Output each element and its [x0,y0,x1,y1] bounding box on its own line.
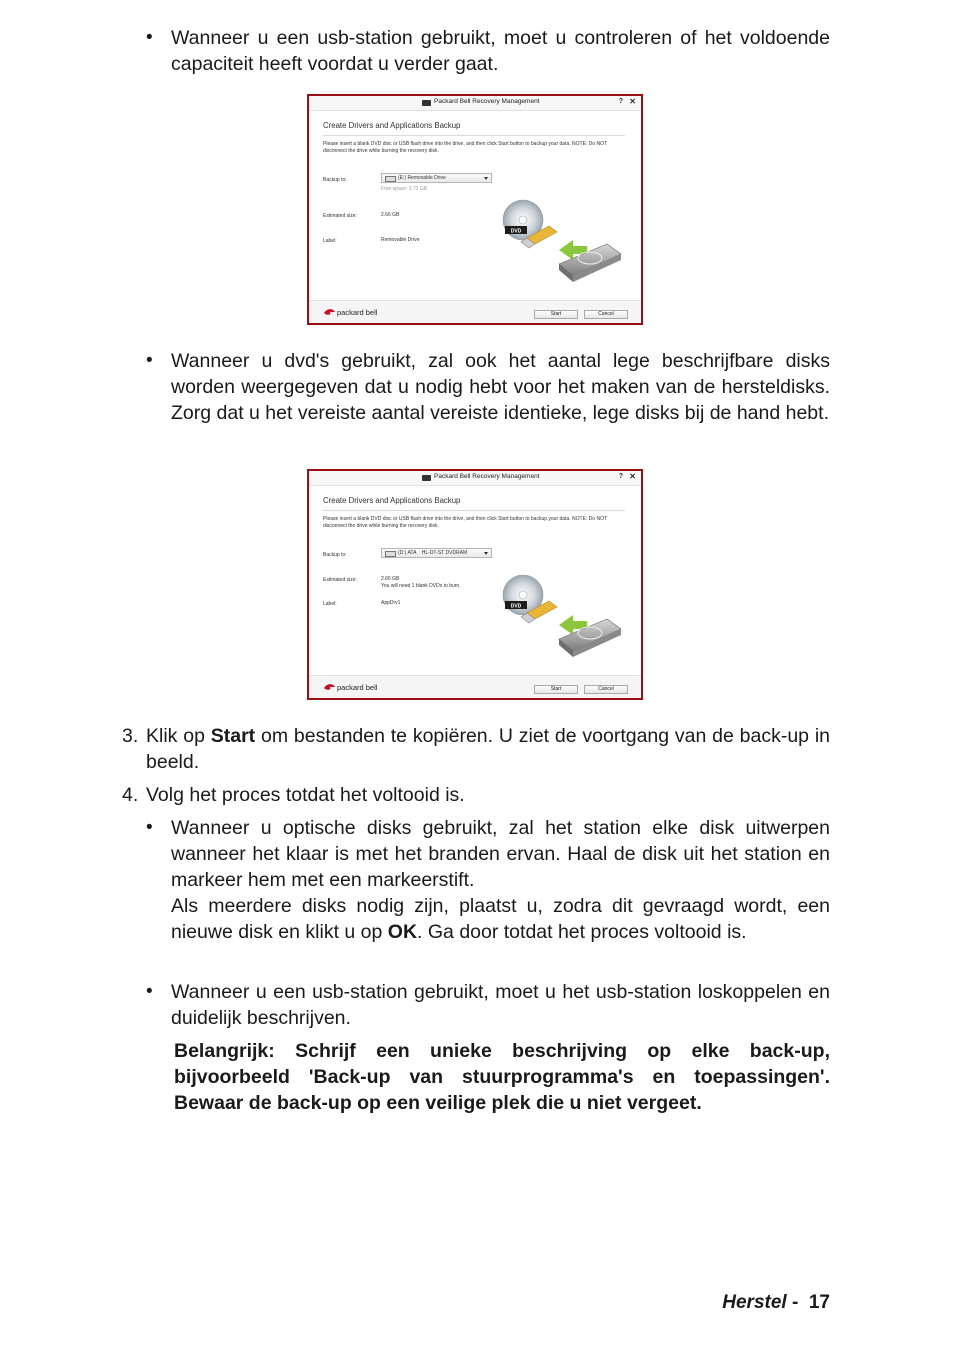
drive-icon [385,551,396,557]
footer-section: Herstel [722,1292,787,1313]
bullet-optical-disks-cont [171,893,830,945]
packard-bell-logo [323,307,393,317]
drive-icon [385,176,396,182]
packard-bell-logo [323,682,393,692]
backup-to-dropdown[interactable] [381,173,492,183]
window-titlebar [309,471,641,486]
dvd-badge: DVD [510,228,522,235]
label-label: Label: [323,238,337,244]
step-3-text-a: Klik op [146,725,205,747]
bullet-marker: • [146,350,153,371]
label-value: Removable Drive [381,237,420,243]
page-number: 17 [808,1292,830,1313]
logo-text: packard bell [337,308,378,317]
step-number: 4. [122,784,139,806]
backup-to-value: (E:) Removable Drive [398,175,446,181]
cont-text-b: . Ga door totdat het proces voltooid is. [417,921,747,943]
bullet-marker: • [146,27,153,48]
footer-separator: - [786,1292,809,1313]
screenshot-usb-backup [307,94,643,325]
chevron-down-icon [484,177,488,180]
cont-text-a: Als meerdere disks nodig zijn, plaatst u, zodra dit gevraagd wordt, een nieuwe disk en klikt u op [171,895,830,943]
ok-keyword: OK [387,921,418,943]
cancel-button[interactable]: Cancel [584,685,628,694]
help-button[interactable]: ? [618,473,623,480]
dvd-usb-hdd-illustration [497,573,627,663]
window-title: Packard Bell Recovery Management [434,98,540,105]
start-button[interactable]: Start [534,685,578,694]
app-icon [422,475,431,481]
step-3-text-b: om bestanden te kopiëren. U ziet de voortgang van de back-up in beeld. [146,725,831,773]
label-value: AppDrv1 [381,600,401,606]
dvd-usb-hdd-illustration [497,198,627,288]
bullet-marker: • [146,817,153,838]
backup-to-dropdown[interactable] [381,548,492,558]
label-label: Label: [323,601,337,607]
section-title: Create Drivers and Applications Backup [323,496,461,505]
estimated-size-label: Estimated size: [323,213,357,219]
start-keyword: Start [210,725,256,747]
bullet-dvd-count: Wanneer u dvd's gebruikt, zal ook het aantal lege beschrijfbare disks worden weergegeven dat u nodig hebt voor het maken van de hersteldisks. Zorg dat u het vereiste aantal vereiste identieke, lege disks bij de hand hebt. [171,350,830,424]
app-icon [422,100,431,106]
cancel-button[interactable]: Cancel [584,310,628,319]
page-footer [722,1292,830,1314]
step-4-text: Volg het proces totdat het voltooid is. [146,784,465,806]
chevron-down-icon [484,552,488,555]
step-number: 3. [122,725,139,747]
step-3-text [146,723,830,775]
divider [323,135,625,136]
estimated-size-value: 2.66 GB [381,212,400,218]
estimated-size-value: 2.66 GB [381,576,400,582]
bullet-usb-capacity: Wanneer u een usb-station gebruikt, moet u controleren of het voldoende capaciteit heeft voordat u verder gaat. [171,27,830,75]
logo-text: packard bell [337,683,378,692]
instructions-text: Please insert a blank DVD disc or USB flash drive into the drive, and then click Start button to backup your data. NOTE: Do NOT disconnect the drive while burning the recovery disk. [323,141,607,154]
bullet-usb-disconnect: Wanneer u een usb-station gebruikt, moet u het usb-station loskoppelen en duidelijk beschrijven. [171,981,830,1029]
bullet-optical-disks: Wanneer u optische disks gebruikt, zal het station elke disk uitwerpen wanneer het klaar is met het branden ervan. Haal de disk uit het station en markeer hem met een markeerstift. [171,817,830,891]
section-title: Create Drivers and Applications Backup [323,121,461,130]
disks-needed-text: You will need 1 blank DVDs to burn. [381,583,461,589]
important-note: Belangrijk: Schrijf een unieke beschrijving op elke back-up, bijvoorbeeld 'Back-up van stuurprogramma's en toepassingen'. Bewaar de back-up op een veilige plek die u niet vergeet. [174,1040,830,1114]
start-button[interactable]: Start [534,310,578,319]
backup-to-label: Backup to: [323,552,347,558]
close-button[interactable]: ✕ [629,97,636,106]
backup-to-value: (D:) ATA HL-DT-ST DVDRAM [398,550,468,556]
dvd-badge: DVD [510,603,522,610]
close-button[interactable]: ✕ [629,472,636,481]
free-space-text: Free space: 3.72 GB [381,186,428,192]
window-titlebar [309,96,641,111]
bullet-marker: • [146,981,153,1002]
estimated-size-label: Estimated size: [323,577,357,583]
window-title: Packard Bell Recovery Management [434,473,540,480]
divider [323,510,625,511]
help-button[interactable]: ? [618,98,623,105]
screenshot-dvd-backup [307,469,643,700]
instructions-text: Please insert a blank DVD disc or USB flash drive into the drive, and then click Start button to backup your data. NOTE: Do NOT disconnect the drive while burning the recovery disk. [323,516,607,529]
backup-to-label: Backup to: [323,177,347,183]
